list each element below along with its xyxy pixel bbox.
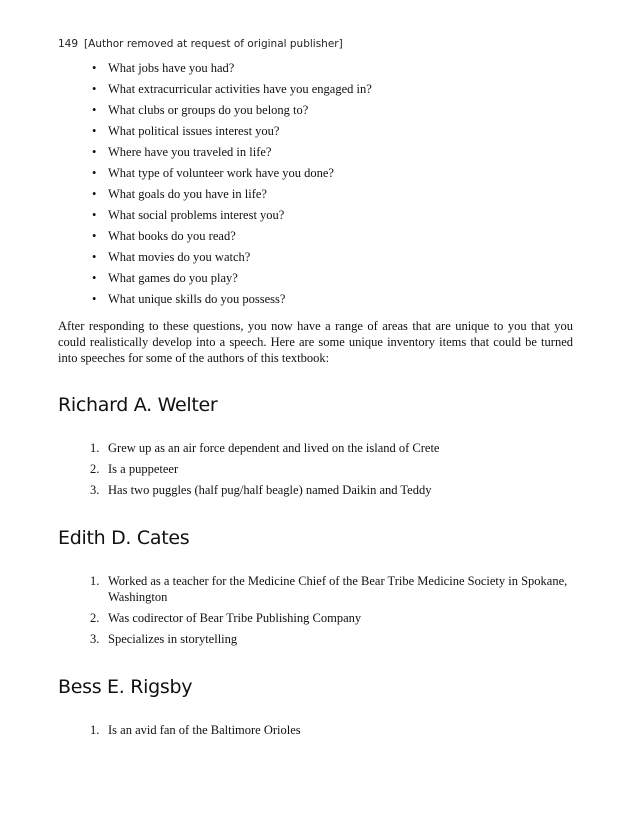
running-title: [Author removed at request of original publisher] xyxy=(84,38,343,50)
list-item: • What movies do you watch? xyxy=(92,247,572,268)
list-item: • What games do you play? xyxy=(92,268,572,289)
rigsby-list xyxy=(90,722,570,743)
list-item: • What clubs or groups do you belong to? xyxy=(92,100,572,121)
list-item: • What political issues interest you? xyxy=(92,121,572,142)
list-item: • What extracurricular activities have you engaged in? xyxy=(92,79,572,100)
question-list xyxy=(92,58,572,310)
welter-list xyxy=(90,440,570,503)
list-item: • Where have you traveled in life? xyxy=(92,142,572,163)
list-item: • What books do you read? xyxy=(92,226,572,247)
list-item: • What jobs have you had? xyxy=(92,58,572,79)
list-item: 2. Was codirector of Bear Tribe Publishing Company xyxy=(90,611,362,625)
intro-paragraph: After responding to these questions, you now have a range of areas that are unique to you that you could realistically develop into a speech. Here are some unique inventory items that could be turned into speeches for some of the authors of this textbook: xyxy=(58,319,573,365)
list-item: • What social problems interest you? xyxy=(92,205,572,226)
section-heading-cates: Edith D. Cates xyxy=(58,527,190,549)
section-heading-welter: Richard A. Welter xyxy=(58,394,218,416)
list-item: 3. Specializes in storytelling xyxy=(90,632,238,646)
cates-list xyxy=(90,573,570,652)
list-item: 1. Is an avid fan of the Baltimore Orioles xyxy=(90,723,301,737)
list-item: • What goals do you have in life? xyxy=(92,184,572,205)
page-number: 149 xyxy=(58,38,79,50)
list-item: 1. Worked as a teacher for the Medicine Chief of the Bear Tribe Medicine Society in Spokane, Washington xyxy=(90,574,568,604)
list-item: • What type of volunteer work have you done? xyxy=(92,163,572,184)
list-item: • What unique skills do you possess? xyxy=(92,289,572,310)
running-header xyxy=(58,38,343,50)
list-item: 2. Is a puppeteer xyxy=(90,462,179,476)
list-item: 1. Grew up as an air force dependent and lived on the island of Crete xyxy=(90,441,440,455)
list-item: 3. Has two puggles (half pug/half beagle) named Daikin and Teddy xyxy=(90,483,432,497)
section-heading-rigsby: Bess E. Rigsby xyxy=(58,676,193,698)
